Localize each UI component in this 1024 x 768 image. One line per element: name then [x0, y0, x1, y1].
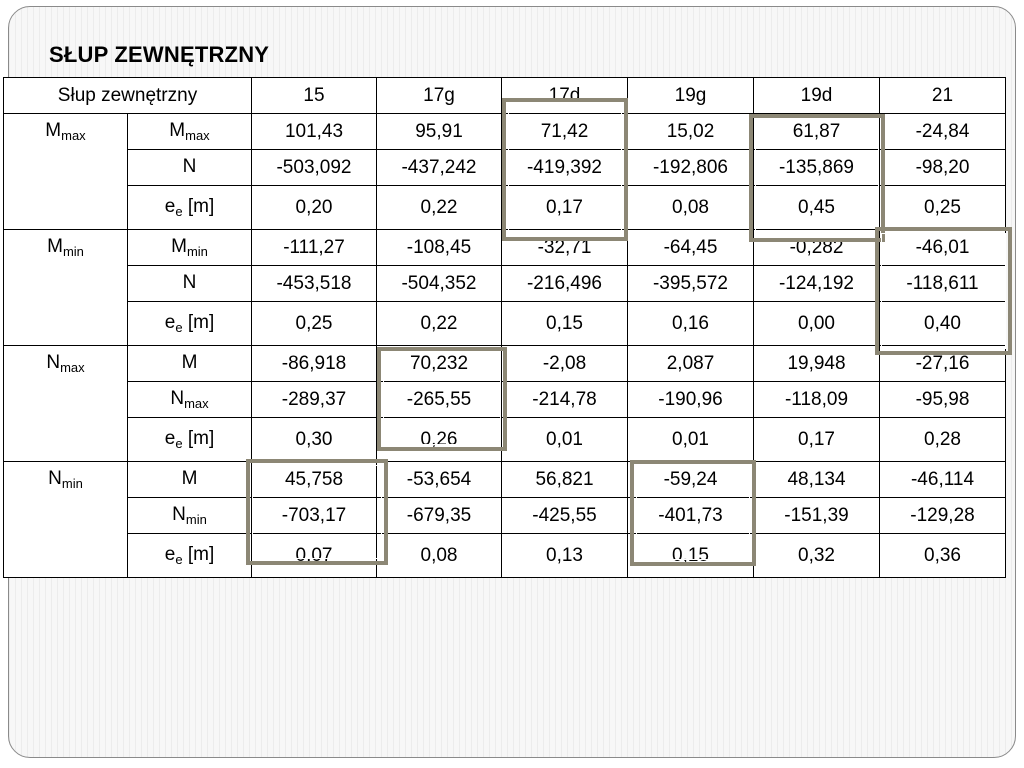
table-cell: 56,821: [502, 462, 628, 498]
table-cell: 0,15: [502, 302, 628, 346]
row-label: [128, 302, 252, 346]
table-cell: -64,45: [628, 230, 754, 266]
table-cell: 0,07: [252, 534, 377, 578]
table-cell: 15,02: [628, 114, 754, 150]
table-cell: 0,25: [880, 186, 1006, 230]
table-cell: 0,45: [754, 186, 880, 230]
table-cell: 0,30: [252, 418, 377, 462]
table-cell: 48,134: [754, 462, 880, 498]
table-cell: 45,758: [252, 462, 377, 498]
group-label-subscript: max: [61, 128, 86, 143]
table-cell: -118,611: [880, 266, 1006, 302]
column-header: 15: [252, 78, 377, 114]
row-label-subscript: e: [175, 204, 183, 219]
row-label-unit: [m]: [182, 312, 215, 333]
table-cell: -703,17: [252, 498, 377, 534]
table-cell: -265,55: [377, 382, 502, 418]
row-label-symbol: e: [164, 196, 176, 217]
row-label: [128, 418, 252, 462]
table-cell: 101,43: [252, 114, 377, 150]
table-cell: -53,654: [377, 462, 502, 498]
table-cell: 0,16: [628, 302, 754, 346]
row-label-symbol: M: [181, 468, 198, 489]
row-label: [128, 346, 252, 382]
table-cell: 71,42: [502, 114, 628, 150]
table-cell: -129,28: [880, 498, 1006, 534]
table-row: [4, 346, 1006, 382]
row-label-subscript: e: [175, 552, 183, 567]
row-label: [128, 382, 252, 418]
table-row: [4, 418, 1006, 462]
table-cell: -32,71: [502, 230, 628, 266]
table-cell: 0,08: [628, 186, 754, 230]
table-row: [4, 534, 1006, 578]
group-label-subscript: min: [61, 476, 83, 491]
table-cell: -216,496: [502, 266, 628, 302]
group-label-symbol: M: [47, 236, 63, 257]
row-label: [128, 114, 252, 150]
table-cell: 0,17: [754, 418, 880, 462]
row-label-subscript: e: [175, 436, 183, 451]
table-row: [4, 302, 1006, 346]
table-cell: -46,01: [880, 230, 1006, 266]
table-cell: 0,28: [880, 418, 1006, 462]
table-cell: 0,22: [377, 302, 502, 346]
group-label-symbol: N: [48, 468, 62, 489]
group-label-subscript: min: [62, 244, 84, 259]
group-label: [4, 346, 128, 462]
group-label: [4, 230, 128, 346]
row-label: [128, 534, 252, 578]
table-row: [4, 150, 1006, 186]
table-row: [4, 186, 1006, 230]
row-label-subscript: min: [186, 244, 208, 259]
group-label-symbol: M: [45, 120, 62, 141]
table-cell: 19,948: [754, 346, 880, 382]
group-label-symbol: N: [46, 352, 61, 373]
row-label-symbol: e: [164, 428, 176, 449]
table-cell: -401,73: [628, 498, 754, 534]
table-cell: -86,918: [252, 346, 377, 382]
table-cell: -2,08: [502, 346, 628, 382]
row-label-unit: [m]: [182, 196, 215, 217]
row-label-symbol: N: [170, 388, 185, 409]
header-row: [4, 78, 1006, 114]
table-cell: -135,869: [754, 150, 880, 186]
table-cell: -59,24: [628, 462, 754, 498]
row-label-symbol: N: [182, 156, 197, 177]
row-label-symbol: M: [169, 120, 186, 141]
table-cell: 0,00: [754, 302, 880, 346]
table-row: [4, 462, 1006, 498]
page-title: SŁUP ZEWNĘTRZNY: [49, 42, 270, 67]
table-cell: 95,91: [377, 114, 502, 150]
table-cell: -419,392: [502, 150, 628, 186]
row-label-symbol: e: [164, 544, 176, 565]
table-cell: 0,25: [252, 302, 377, 346]
table-cell: 0,26: [377, 418, 502, 462]
table-cell: -27,16: [880, 346, 1006, 382]
column-header: 17g: [377, 78, 502, 114]
table-cell: 61,87: [754, 114, 880, 150]
table-cell: 0,01: [502, 418, 628, 462]
row-label-unit: [m]: [182, 544, 215, 565]
table-cell: -190,96: [628, 382, 754, 418]
group-label: [4, 114, 128, 230]
table-cell: -98,20: [880, 150, 1006, 186]
table-cell: -437,242: [377, 150, 502, 186]
table-cell: -108,45: [377, 230, 502, 266]
table-row: [4, 382, 1006, 418]
table-cell: -95,98: [880, 382, 1006, 418]
table-cell: -504,352: [377, 266, 502, 302]
table-cell: -0,282: [754, 230, 880, 266]
row-label-unit: [m]: [182, 428, 215, 449]
column-header: 17d: [502, 78, 628, 114]
table-cell: 0,36: [880, 534, 1006, 578]
row-label: [128, 150, 252, 186]
table-cell: -503,092: [252, 150, 377, 186]
table-cell: -395,572: [628, 266, 754, 302]
table-cell: -453,518: [252, 266, 377, 302]
table-cell: -214,78: [502, 382, 628, 418]
row-label-symbol: M: [171, 236, 187, 257]
table-row: [4, 266, 1006, 302]
row-label: [128, 230, 252, 266]
table-cell: -192,806: [628, 150, 754, 186]
row-label-symbol: M: [181, 352, 198, 373]
table-cell: 0,20: [252, 186, 377, 230]
row-label: [128, 498, 252, 534]
table-cell: -46,114: [880, 462, 1006, 498]
table-cell: 0,13: [502, 534, 628, 578]
row-label-subscript: max: [184, 396, 209, 411]
table-cell: 0,15: [628, 534, 754, 578]
table-cell: -679,35: [377, 498, 502, 534]
row-label-symbol: N: [172, 504, 186, 525]
table-row: [4, 114, 1006, 150]
table-cell: -124,192: [754, 266, 880, 302]
table-cell: 0,32: [754, 534, 880, 578]
table-cell: 0,40: [880, 302, 1006, 346]
row-label: [128, 266, 252, 302]
row-label-symbol: e: [164, 312, 176, 333]
group-label: [4, 462, 128, 578]
table-cell: 0,17: [502, 186, 628, 230]
column-header: 21: [880, 78, 1006, 114]
table-row: [4, 498, 1006, 534]
table-cell: -111,27: [252, 230, 377, 266]
row-label: [128, 462, 252, 498]
column-header: 19d: [754, 78, 880, 114]
table-cell: 0,01: [628, 418, 754, 462]
row-label-subscript: min: [185, 512, 207, 527]
table-cell: -118,09: [754, 382, 880, 418]
table-cell: -24,84: [880, 114, 1006, 150]
row-label: [128, 186, 252, 230]
corner-header: Słup zewnętrzny: [4, 78, 252, 114]
table-cell: -425,55: [502, 498, 628, 534]
table-cell: -151,39: [754, 498, 880, 534]
row-label-subscript: max: [185, 128, 210, 143]
table-cell: 0,22: [377, 186, 502, 230]
table-cell: 2,087: [628, 346, 754, 382]
column-header: 19g: [628, 78, 754, 114]
table-cell: -289,37: [252, 382, 377, 418]
table-row: [4, 230, 1006, 266]
group-label-subscript: max: [60, 360, 85, 375]
forces-table: [3, 77, 1006, 578]
row-label-subscript: e: [175, 320, 183, 335]
row-label-symbol: N: [182, 272, 197, 293]
table-cell: 0,08: [377, 534, 502, 578]
table-cell: 70,232: [377, 346, 502, 382]
